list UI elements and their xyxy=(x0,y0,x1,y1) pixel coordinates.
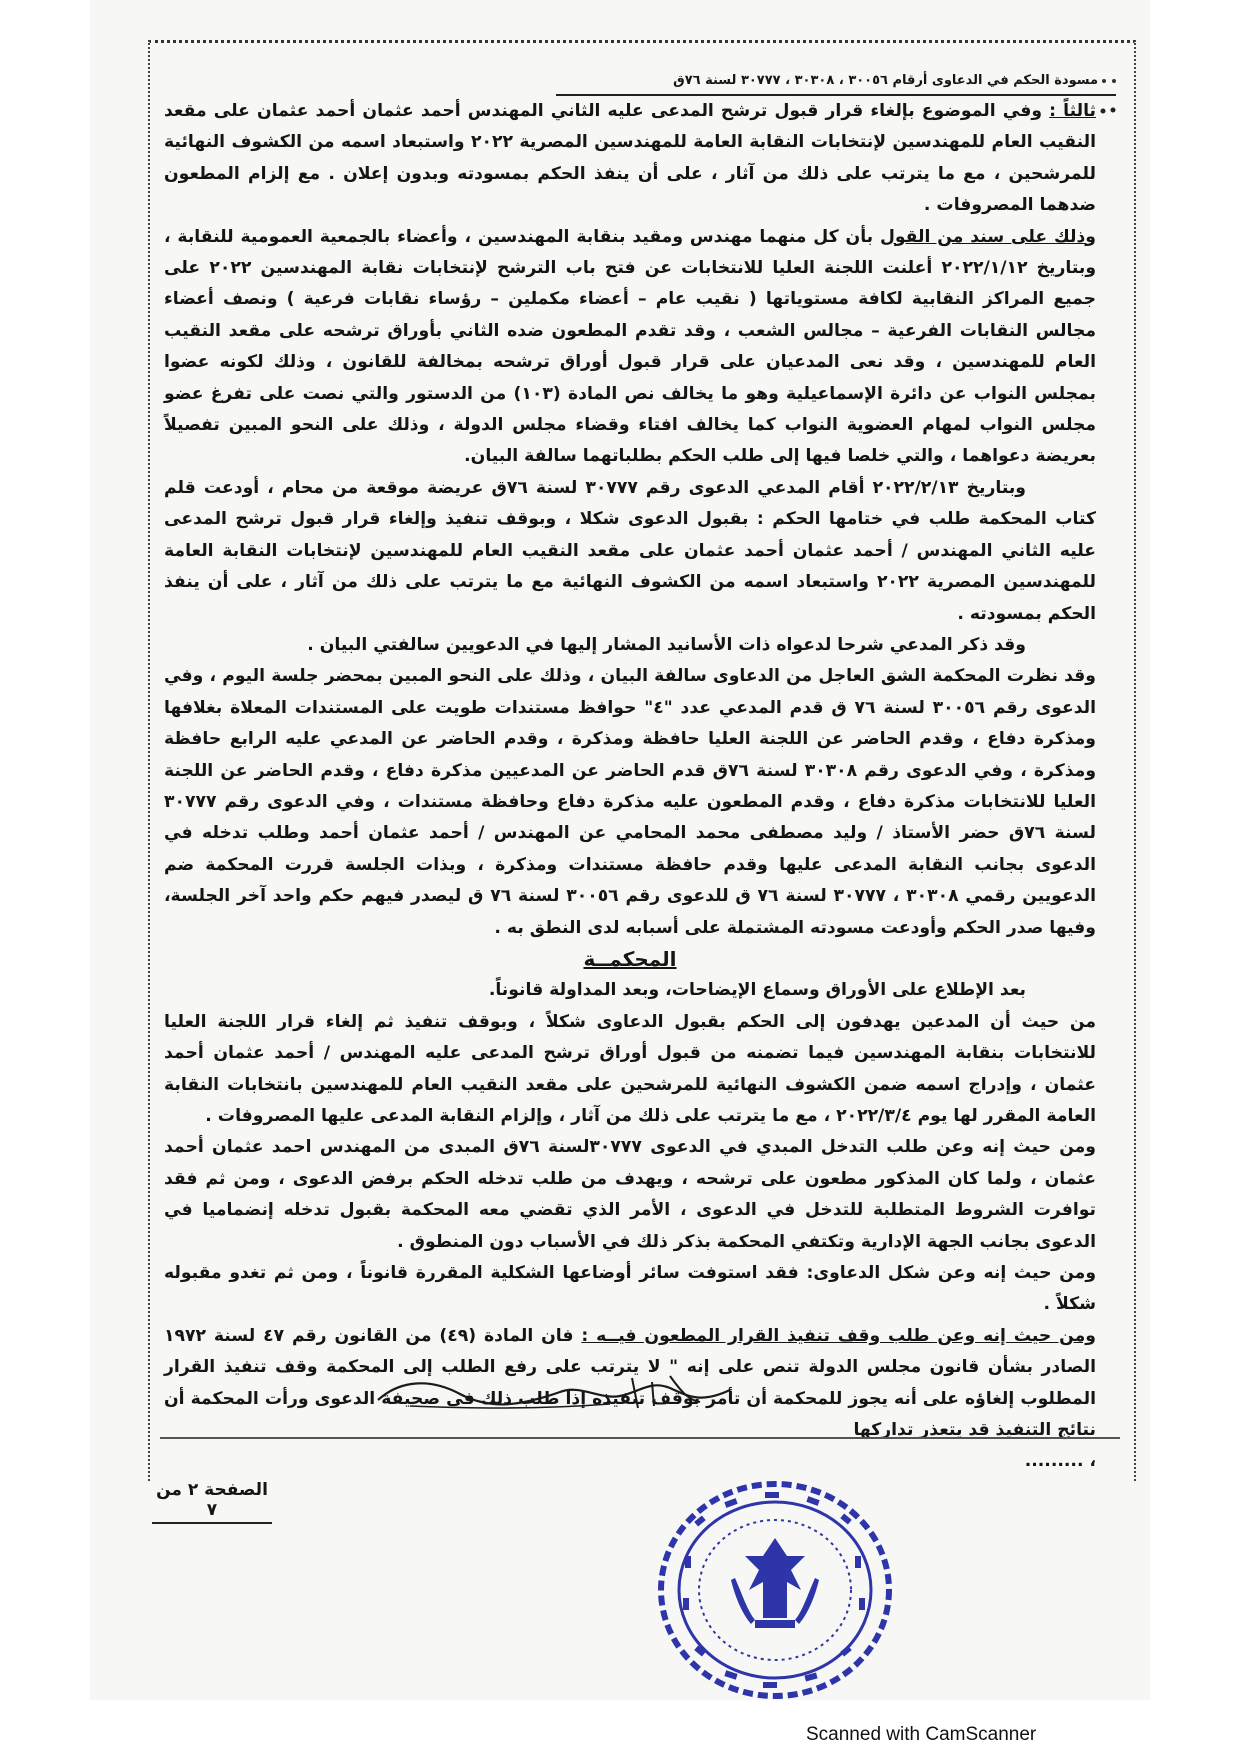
case-reference-text: مسودة الحكم في الدعاوى أرقام ٣٠٠٥٦ ، ٣٠٣٠٨ ، ٣٠٧٧٧ لسنة ٧٦ق xyxy=(673,73,1098,88)
judgment-body xyxy=(164,96,1097,1472)
page-mark-icon xyxy=(1098,106,1120,116)
scanner-watermark: Scanned with CamScanner xyxy=(806,1724,1037,1745)
paragraph-plaintiff-grounds xyxy=(164,630,1096,661)
footer-rule xyxy=(160,1437,1120,1439)
paragraph-text: وبتاريخ ٢٠٢٢/٢/١٣ أقام المدعي الدعوى رقم ٣٠٧٧٧ لسنة ٧٦ق عريضة موقعة من محام ، أودعت قلم كتاب المحكمة طلب في ختامها الحكم : بقبول الدعوى شكلا ، وبوقف تنفيذ وإلغاء قرار قبول ترشح المدعى عليه الثاني المهندس / أحمد عثمان أحمد عثمان على مقعد النقيب العام للمهندسين لإنتخابات النقابة العامة للمهندسين المصرية ٢٠٢٢ واستبعاد اسمه من الكشوف النهائية مع ما يترتب على ذلك من آثار ، على أن ينفذ الحكم بمسودته . xyxy=(164,477,1097,624)
paragraph-lead: ومن حيث إنه وعن طلب وقف تنفيذ القرار المطعون فيــه : xyxy=(581,1325,1096,1346)
paragraph-third-request xyxy=(164,96,1096,222)
paragraph-form xyxy=(164,1258,1096,1321)
court-heading: المحكمــة xyxy=(583,946,677,971)
paragraph-text: فان المادة (٤٩) من القانون رقم ٤٧ لسنة ١٩٧٢ الصادر بشأن قانون مجلس الدولة تنص على إنه " لا يترتب على رفع الطلب إلى المحكمة وقف تنفيذ القرار المطلوب إلغاؤه على أنه يجوز للمحكمة أن تأمر بوقف تنفيذه إذا طلب ذلك فى صحيفة الدعوى ورأت المحكمة أن نتائج التنفيذ قد يتعذر تداركها xyxy=(164,1325,1096,1441)
paragraph-text: من حيث أن المدعين يهدفون إلى الحكم بقبول الدعاوى شكلاً ، وبوقف تنفيذ ثم إلغاء قرار اللجنة العليا للانتخابات بنقابة المهندسين فيما تضمنه من قبول أوراق ترشح المدعى عليه المهندس / أحمد عثمان أحمد عثمان ، وإدراج اسمه ضمن الكشوف النهائية للمرشحين على مقعد النقيب العام للمهندسين بانتخابات النقابة العامة المقرر لها يوم ٢٠٢٢/٣/٤ ، مع ما يترتب على ذلك من آثار ، وإلزام النقابة المدعى عليها المصروفات . xyxy=(164,1011,1096,1126)
paragraph-text: فقد استوفت سائر أوضاعها الشكلية المقررة قانوناً ، ومن ثم تغدو مقبوله شكلاً . xyxy=(164,1263,1096,1315)
paragraph-text: بأن كل منهما مهندس ومقيد بنقابة المهندسين ، وأعضاء بالجمعية العمومية للنقابة ، وبتاريخ ٢٠٢٢/١/١٢ أعلنت اللجنة العليا للانتخابات عن فتح باب الترشح لإنتخابات نقابة المهندسين ٢٠٢٢ على جميع المراكز النقابية لكافة مستوياتها ( نقيب عام – أعضاء مكملين – رؤساء نقابات فرعية ) ونصف أعضاء مجالس النقابات الفرعية – مجالس الشعب ، وقد تقدم المطعون ضده الثاني بأوراق ترشحه على مقعد النقيب العام للمهندسين ، وقد نعى المدعيان على قرار قبول أوراق ترشحه بمخالفة للقانون ، وذلك لكونه عضوا بمجلس النواب عن دائرة الإسماعيلية وهو ما يخالف نص المادة (١٠٣) من الدستور والتي نصت على تفرغ عضو مجلس النواب لمهام العضوية النواب كما يخالف افتاء وقضاء مجلس الدولة ، وذلك على النحو المبين تفصيلاً بعريضة دعواهما ، والتي خلصا فيها إلى طلب الحكم بطلباتهما سالفة البيان. xyxy=(164,226,1097,467)
paragraph-text: بعد الإطلاع على الأوراق وسماع الإيضاحات، وبعد المداولة قانوناً. xyxy=(488,980,1026,1001)
handwritten-signature xyxy=(370,1370,750,1416)
page-number: الصفحة ٢ من ٧ xyxy=(152,1480,272,1524)
paragraph-text: وقد نظرت المحكمة الشق العاجل من الدعاوى سالفة البيان ، وذلك على النحو المبين بمحضر جلسة اليوم ، وفي الدعوى رقم ٣٠٠٥٦ لسنة ٧٦ ق قدم المدعي عدد "٤" حوافظ مستندات طويت على المستندات المعلاة بغلافها ومذكرة دفاع ، وقدم الحاضر عن اللجنة العليا حافظة ومذكرة ، وقدم الحاضر عن المدعي عليه الرابع حافظة ومذكرة ، وفي الدعوى رقم ٣٠٣٠٨ لسنة ٧٦ق قدم الحاضر عن المدعيين مذكرة دفاع ، وقدم الحاضر عن اللجنة العليا للانتخابات مذكرة دفاع ، وقدم المطعون عليه مذكرة دفاع وحافظة مستندات ، وفي الدعوى رقم ٣٠٧٧٧ لسنة ٧٦ق حضر الأستاذ / وليد مصطفى محمد المحامي عن المهندس / أحمد عثمان أحمد وطلب تدخله في الدعوى بجانب النقابة المدعى عليها وقدم حافظة مستندات ومذكرة ، وبذات الجلسة قررت المحكمة ضم الدعويين رقمي ٣٠٣٠٨ ، ٣٠٧٧٧ لسنة ٧٦ ق للدعوى رقم ٣٠٠٥٦ لسنة ٧٦ ق ليصدر فيهم حكم واحد آخر الجلسة، وفيها صدر الحكم وأودعت مسودته المشتملة على أسبابه لدى النطق به . xyxy=(164,666,1096,938)
paragraph-intervention xyxy=(164,1132,1096,1258)
paragraph-text: وفي الموضوع بإلغاء قرار قبول ترشح المدعى عليه الثاني المهندس أحمد عثمان أحمد عثمان على مقعد النقيب العام للمهندسين لإنتخابات النقابة العامة للمهندسين المصرية ٢٠٢٢ واستبعاد اسمه من الكشوف النهائية للمرشحين ، مع ما يترتب على ذلك من آثار ، على أن ينفذ الحكم بمسودته وبدون إعلان . مع إلزام المطعون ضدهما المصروفات . xyxy=(164,101,1096,216)
paragraph-lead: وذلك على سند من القول xyxy=(879,226,1096,247)
paragraph-aims xyxy=(164,1007,1096,1133)
continuation-dots: ، ......... xyxy=(1024,1451,1096,1472)
paragraph-text: ومن حيث إنه وعن طلب التدخل المبدي في الدعوى ٣٠٧٧٧لسنة ٧٦ق المبدى من المهندس احمد عثمان أحمد عثمان ، ولما كان المذكور مطعون على ترشحه ، ويهدف من طلب تدخله الحكم برفض الدعوى ، ومن ثم فقد توافرت الشروط المتطلبة للتدخل في الدعوى ، الأمر الذي تقضي معه المحكمة بقبول تدخله إنضماميا في الدعوى بجانب الجهة الإدارية وتكتفي المحكمة بذكر ذلك في الأسباب دون المنطوق . xyxy=(164,1137,1096,1252)
paragraph-lead: ثالثاً : xyxy=(1049,101,1096,121)
paragraph-deliberation xyxy=(164,975,1096,1006)
case-reference-header xyxy=(556,70,1116,96)
paragraph-grounds xyxy=(164,222,1096,473)
paragraph-second-suit xyxy=(164,473,1096,630)
paragraph-lead: وقد ذكر المدعي شرحا لدعواه ذات الأسانيد المشار إليها في الدعويين سالفتي البيان . xyxy=(307,634,1026,655)
court-seal-icon xyxy=(655,1478,895,1703)
paragraph-proceedings xyxy=(164,661,1096,944)
paragraph-lead: ومن حيث إنه وعن شكل الدعاوى: xyxy=(806,1263,1097,1284)
